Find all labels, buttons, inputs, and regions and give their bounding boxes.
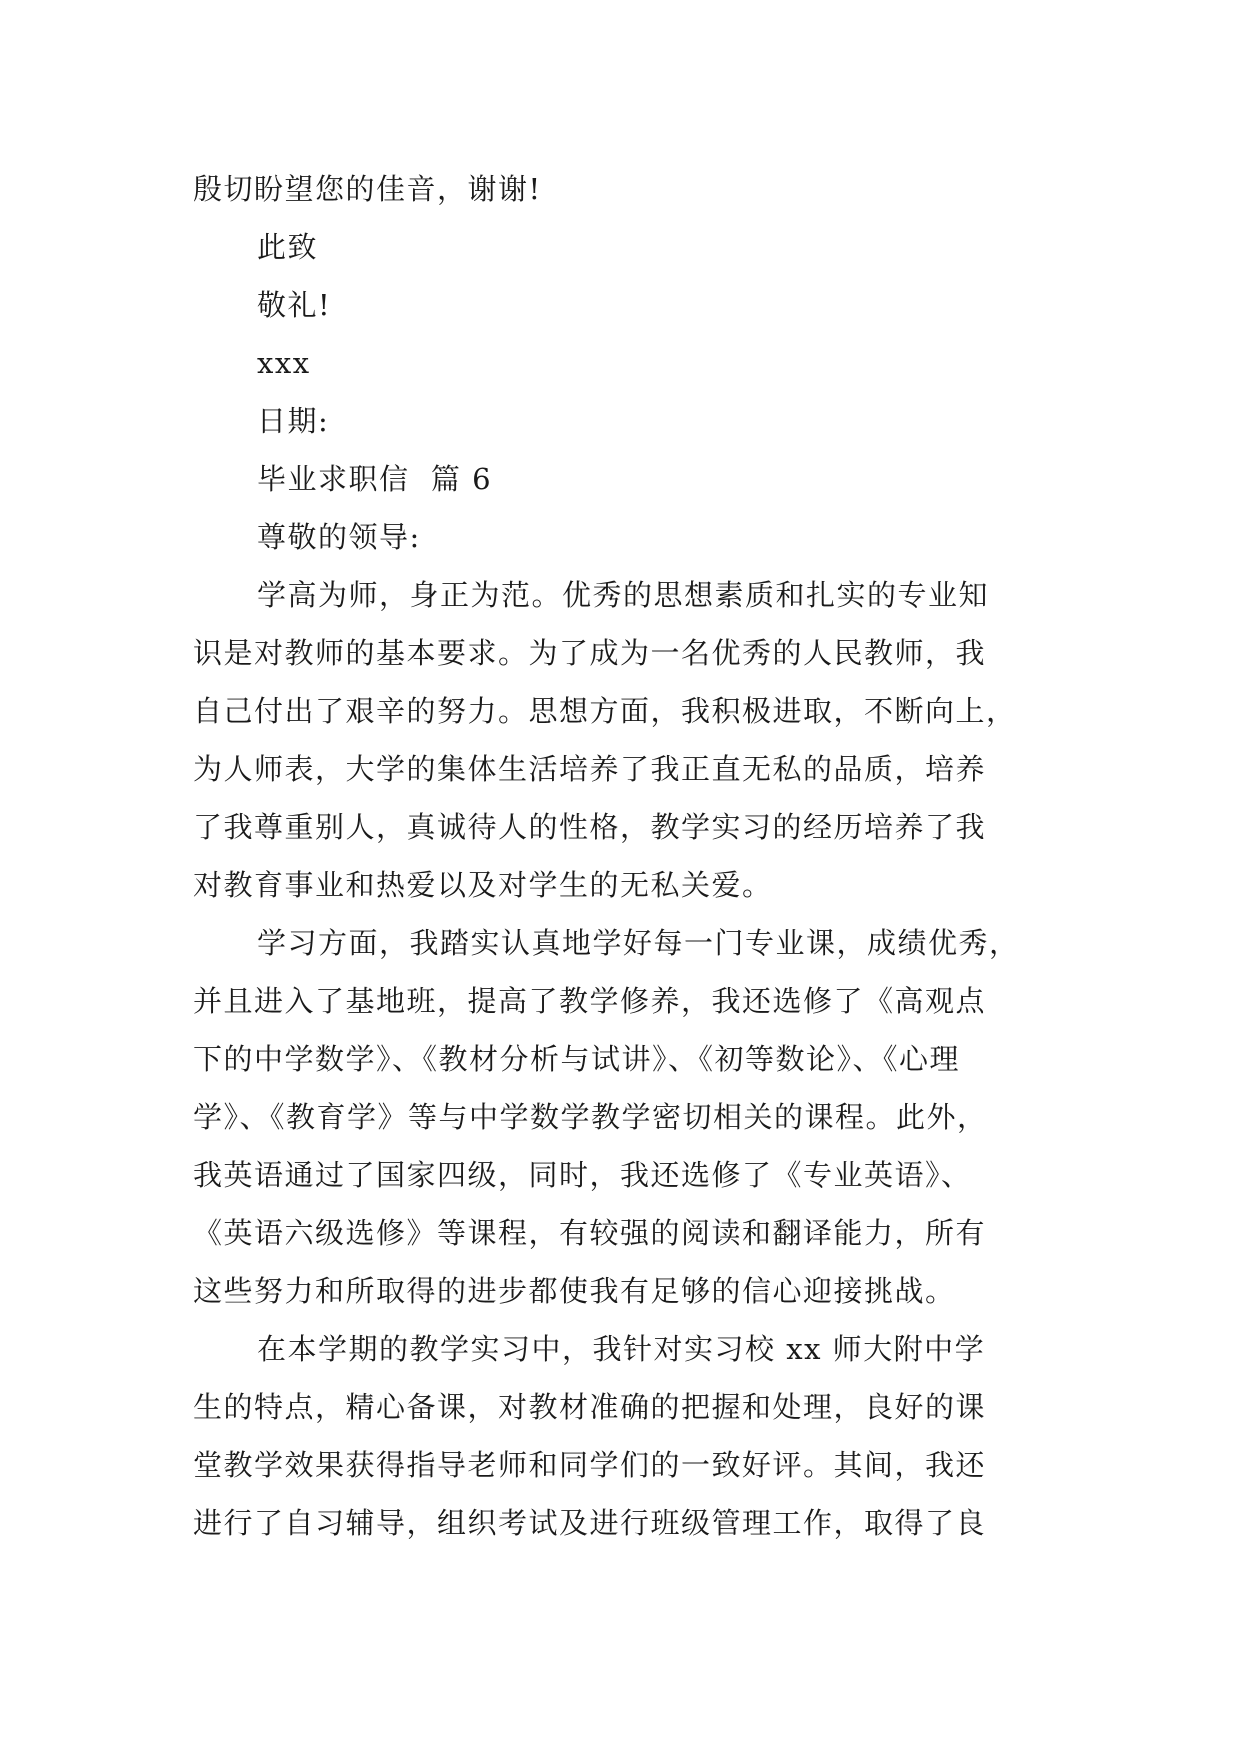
paragraph-2 — [193, 914, 1063, 1320]
paragraph-line: 进行了自习辅导，组织考试及进行班级管理工作，取得了良 — [193, 1506, 987, 1540]
salutation-line-2: 敬礼! — [257, 288, 332, 322]
paragraph-line: 了我尊重别人，真诚待人的性格，教学实习的经历培养了我 — [193, 810, 987, 844]
paragraph-line: 生的特点，精心备课，对教材准确的把握和处理，良好的课 — [193, 1390, 987, 1424]
closing-line: 殷切盼望您的佳音，谢谢! — [193, 172, 542, 206]
paragraph-line: 下的中学数学》、《教材分析与试讲》、《初等数论》、《心理 — [193, 1042, 961, 1076]
paragraph-line: 并且进入了基地班，提高了教学修养，我还选修了《高观点 — [193, 984, 987, 1018]
paragraph-line: 为人师表，大学的集体生活培养了我正直无私的品质，培养 — [193, 752, 987, 786]
paragraph-1 — [193, 566, 1063, 914]
paragraph-line: 《英语六级选修》等课程，有较强的阅读和翻译能力，所有 — [193, 1216, 987, 1250]
paragraph-3 — [193, 1320, 1063, 1552]
paragraph-line: 自己付出了艰辛的努力。思想方面，我积极进取，不断向上， — [193, 694, 1017, 728]
paragraph-line: 我英语通过了国家四级，同时，我还选修了《专业英语》、 — [193, 1158, 972, 1192]
salutation-line-1: 此致 — [257, 230, 319, 264]
paragraph-line: 堂教学效果获得指导老师和同学们的一致好评。其间，我还 — [193, 1448, 987, 1482]
greeting: 尊敬的领导: — [257, 520, 421, 554]
paragraph-line: 对教育事业和热爱以及对学生的无私关爱。 — [193, 868, 773, 902]
paragraph-line: 识是对教师的基本要求。为了成为一名优秀的人民教师，我 — [193, 636, 987, 670]
paragraph-line: 学习方面，我踏实认真地学好每一门专业课，成绩优秀， — [257, 926, 1020, 960]
paragraph-line: 这些努力和所取得的进步都使我有足够的信心迎接挑战。 — [193, 1274, 956, 1308]
signature: xxx — [257, 346, 311, 380]
paragraph-line: 学高为师，身正为范。优秀的思想素质和扎实的专业知 — [257, 578, 990, 612]
date-label: 日期: — [257, 404, 330, 438]
section-heading: 毕业求职信 篇 6 — [257, 462, 493, 496]
paragraph-line: 在本学期的教学实习中，我针对实习校 xx 师大附中学 — [257, 1332, 986, 1366]
letter-body — [193, 160, 1063, 1552]
paragraph-line: 学》、《教育学》等与中学数学教学密切相关的课程。此外， — [193, 1100, 988, 1134]
